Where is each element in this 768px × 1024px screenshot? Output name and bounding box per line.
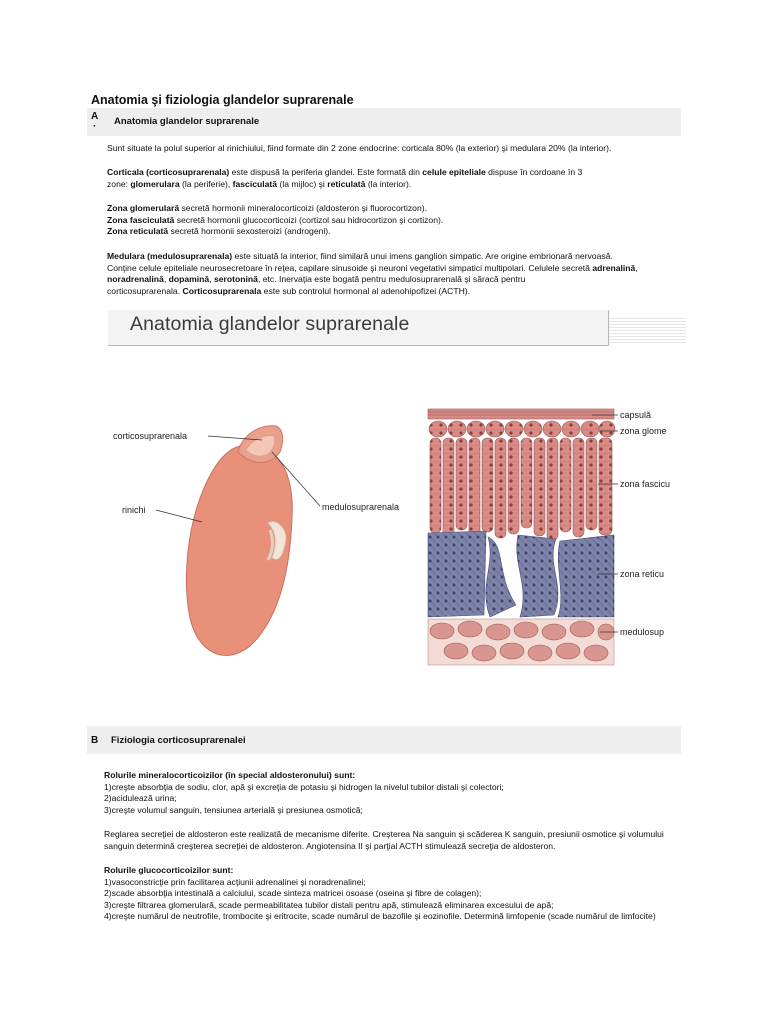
list-item: 1)creşte absorbţia de sodiu, clor, apă şi excreţia de potasiu şi hidrogen la nivelul tubilor distali şi colectori;	[104, 781, 504, 792]
bold-term: reticulată	[327, 178, 366, 189]
label-capsula: capsulă	[620, 410, 652, 420]
mineralocorticoid-heading: Rolurile mineralocorticoizilor (în special aldosteronului) sunt:	[104, 770, 356, 780]
regulation-line-2: sanguin determină creşterea secreţiei de aldosteron. Angiotensina II şi parţial ACTH stimulează secreţia de aldosteron.	[104, 840, 556, 851]
section-a-bullet: ·	[93, 121, 97, 132]
bold-term: Zona glomerulară	[107, 203, 180, 213]
text-run: Conţine celule epiteliale neurosecretoare în reţea, capilare sinusoide şi neuroni vegetativi simpatici multipolari. Celulele secretă	[107, 262, 593, 273]
text-run: (la interior).	[365, 178, 412, 189]
text-run: (la mijloc) şi	[277, 178, 328, 189]
bold-term: fasciculată	[232, 178, 278, 189]
list-item: 2)acidulează urina;	[104, 793, 177, 803]
mineralocorticoid-roles	[104, 770, 504, 816]
section-b-letter: B	[91, 735, 99, 746]
text-run: , etc. Inervaţia este bogată pentru medulosuprarenală şi săracă pentru	[257, 274, 526, 284]
label-zona-reticulata: zona reticu	[620, 569, 665, 579]
section-a-label: Anatomia glandelor suprarenale	[114, 116, 260, 127]
label-corticosuprarenala: corticosuprarenala	[113, 431, 188, 441]
bold-term: celule epiteliale	[422, 167, 486, 177]
section-a-letter: A	[91, 111, 99, 122]
glucocorticoid-roles	[104, 865, 656, 923]
label-zona-glomerulara: zona glome	[620, 426, 667, 436]
bold-term: Zona fasciculată	[107, 214, 175, 225]
bold-term: dopamină	[168, 274, 210, 284]
bold-term: noradrenalină	[107, 274, 164, 284]
aldosterone-regulation-paragraph	[104, 829, 664, 852]
bold-term: Corticala (corticosuprarenala)	[107, 167, 230, 177]
label-rinichi: rinichi	[122, 505, 146, 515]
bold-term: Medulara (medulosuprarenala)	[107, 251, 233, 261]
section-b-header	[87, 726, 681, 754]
figure-banner-title: Anatomia glandelor suprarenale	[130, 313, 410, 335]
text-run: secretă hormonii mineralocorticoizi (aldosteron şi fluorocortizon).	[179, 203, 427, 213]
text-run: zone:	[107, 178, 131, 189]
text-run: (la periferie),	[179, 178, 233, 189]
bold-term: adrenalină	[592, 262, 636, 273]
text-run: ,	[209, 274, 214, 284]
text-run: corticosuprarenala.	[107, 285, 183, 296]
label-medulosuprarenala: medulosuprarenala	[322, 502, 400, 512]
list-item: 2)scade absorbţia intestinală a calciului, scade sinteza matricei osoase (oseina şi fibre de colagen);	[104, 888, 482, 898]
text-run: ,	[163, 274, 169, 284]
label-medulosuprarenala-histo: medulosup	[620, 627, 665, 637]
text-run: secretă hormonii sexosteroizi (androgeni).	[168, 226, 331, 236]
text-run: ,	[635, 262, 638, 273]
text-run: este situată la interior, fiind similară unui imens ganglion simpatic. Are origine embrionară nervoasă.	[232, 251, 613, 261]
text-run: este dispusă la periferia glandei. Este formată din	[229, 167, 423, 177]
bold-term: Zona reticulată	[107, 226, 169, 236]
list-item: 3)creşte filtrarea glomerulară, scade permeabilitatea tubilor distali pentru apă, stimulează eliminarea excesului de apă;	[104, 899, 554, 910]
text-run: secretă hormonii glucocorticoizi (cortizol sau hidrocortizon şi cortizon).	[174, 214, 444, 225]
label-zona-fasciculata: zona fascicu	[620, 479, 671, 489]
list-item: 1)vasoconstricţie prin facilitarea acţiunii adrenalinei şi noradrenalinei;	[104, 876, 366, 887]
regulation-line-1: Reglarea secreţiei de aldosteron este realizată de mecanisme diferite. Creşterea Na sanguin şi scăderea K sanguin, presiunii osmotice şi volumului	[104, 829, 664, 839]
list-item: 3)creşte volumul sanguin, tensiunea arterială şi presiunea osmotică;	[104, 804, 363, 815]
bold-term: Corticosuprarenala	[182, 285, 262, 296]
glucocorticoid-heading: Rolurile glucocorticoizilor sunt:	[104, 865, 234, 875]
text-run: dispuse în cordoane în 3	[485, 167, 583, 177]
list-item: 4)creşte numărul de neutrofile, trombocite şi eritrocite, scade numărul de bazofile şi eozinofile. Determină limfopenie (scade numărul de limfocite)	[104, 911, 656, 921]
text-run: este sub controlul hormonal al adenohipofizei (ACTH).	[261, 285, 471, 296]
document-title: Anatomia şi fiziologia glandelor suprarenale	[91, 93, 354, 107]
section-b-label: Fiziologia corticosuprarenalei	[111, 735, 246, 746]
intro-paragraph: Sunt situate la polul superior al rinichiului, fiind formate din 2 zone endocrine: corticala 80% (la exterior) şi medulara 20% (la interior).	[107, 143, 612, 153]
bold-term: serotonină	[214, 274, 258, 284]
bold-term: glomerulara	[130, 178, 180, 189]
